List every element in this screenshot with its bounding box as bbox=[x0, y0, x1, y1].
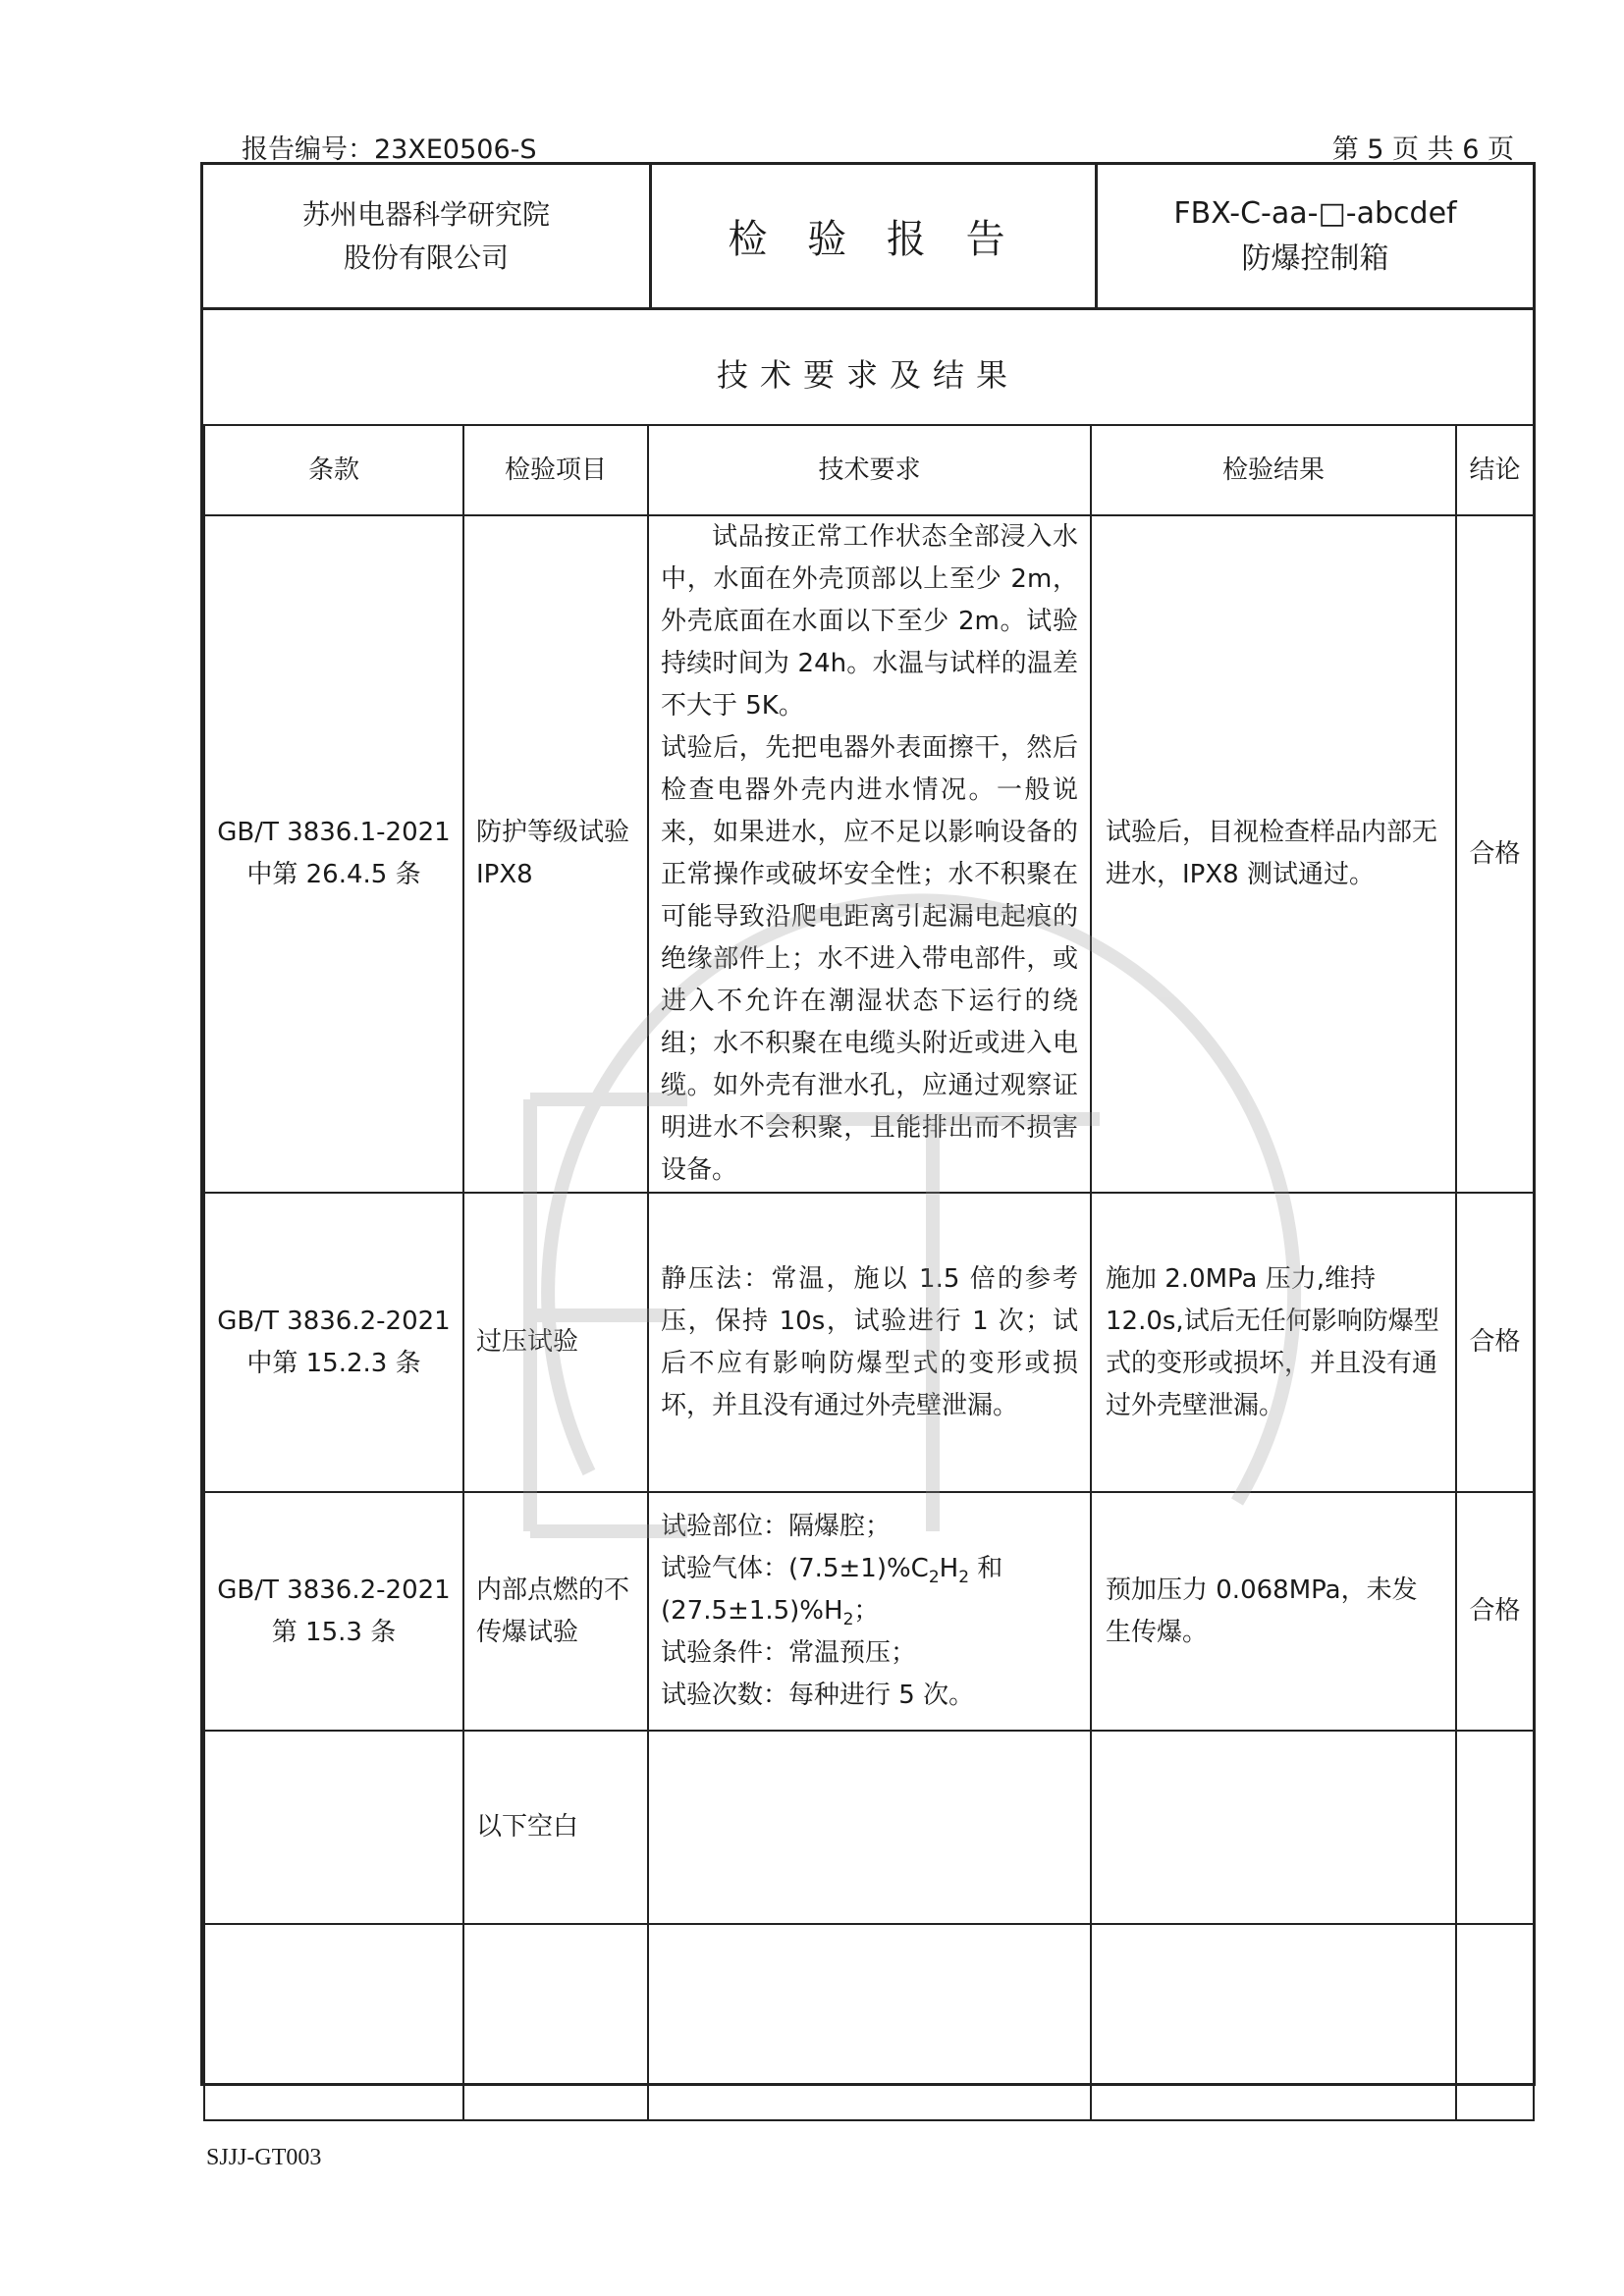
col-header-item: 检验项目 bbox=[463, 425, 648, 515]
requirement-cell bbox=[648, 515, 1091, 1193]
result-cell bbox=[1091, 1731, 1456, 1924]
report-number: 报告编号：23XE0506-S bbox=[242, 134, 537, 165]
company-name-line2: 股份有限公司 bbox=[343, 240, 509, 274]
result-cell bbox=[1091, 1924, 1456, 2120]
requirement-line: 试验部位：隔爆腔； bbox=[661, 1512, 892, 1541]
company-cell bbox=[203, 165, 652, 307]
product-name: 防爆控制箱 bbox=[1241, 240, 1389, 276]
clause-standard: GB/T 3836.2-2021 bbox=[217, 1575, 451, 1605]
col-header-result: 检验结果 bbox=[1091, 425, 1456, 515]
conclusion-cell: 合格 bbox=[1456, 1193, 1534, 1492]
clause-standard: GB/T 3836.1-2021 bbox=[217, 818, 451, 847]
requirement-cell: 静压法：常温，施以 1.5 倍的参考压，保持 10s，试验进行 1 次；试后不应有影响防爆型式的变形或损坏，并且没有通过外壳壁泄漏。 bbox=[648, 1193, 1091, 1492]
clause-cell bbox=[204, 515, 463, 1193]
table-row bbox=[204, 1731, 1534, 1924]
result-cell: 施加 2.0MPa 压力,维持 12.0s,试后无任何影响防爆型式的变形或损坏，并且没有通过外壳壁泄漏。 bbox=[1091, 1193, 1456, 1492]
table-row bbox=[204, 515, 1534, 1193]
conclusion-cell: 合格 bbox=[1456, 515, 1534, 1193]
requirement-cell bbox=[648, 1731, 1091, 1924]
item-cell: 过压试验 bbox=[463, 1193, 648, 1492]
clause-number: 中第 15.2.3 条 bbox=[246, 1348, 421, 1378]
clause-cell bbox=[204, 1193, 463, 1492]
result-cell: 预加压力 0.068MPa，未发生传爆。 bbox=[1091, 1492, 1456, 1731]
item-cell: 内部点燃的不传爆试验 bbox=[463, 1492, 648, 1731]
col-header-clause: 条款 bbox=[204, 425, 463, 515]
page-number: 第 5 页 共 6 页 bbox=[1331, 134, 1514, 165]
requirement-line: $(27.5\pm 1.5)\%H_2$； bbox=[661, 1596, 880, 1630]
requirement-paragraph: 试品按正常工作状态全部浸入水中，水面在外壳顶部以上至少 2m，外壳底面在水面以下至少 2m。试验持续时间为 24h。水温与试样的温差不大于 5K。 bbox=[661, 522, 1078, 721]
col-header-requirement: 技术要求 bbox=[648, 425, 1091, 515]
form-code: SJJJ-GT003 bbox=[206, 2145, 322, 2170]
table-row bbox=[204, 1492, 1534, 1731]
document-title: 检 验 报 告 bbox=[652, 165, 1098, 307]
requirements-table bbox=[203, 424, 1535, 2121]
product-cell bbox=[1098, 165, 1533, 307]
table-header-row bbox=[204, 425, 1534, 515]
clause-cell bbox=[204, 1492, 463, 1731]
requirement-line: 试验次数：每种进行 5 次。 bbox=[661, 1681, 975, 1710]
item-cell bbox=[463, 1924, 648, 2120]
report-frame bbox=[200, 162, 1536, 2086]
table-row bbox=[204, 1924, 1534, 2120]
clause-number: 第 15.3 条 bbox=[271, 1617, 397, 1647]
product-model: FBX-C-aa-□-abcdef bbox=[1173, 195, 1457, 231]
requirement-cell bbox=[648, 1924, 1091, 2120]
conclusion-cell bbox=[1456, 1924, 1534, 2120]
result-cell: 试验后，目视检查样品内部无进水，IPX8 测试通过。 bbox=[1091, 515, 1456, 1193]
conclusion-cell bbox=[1456, 1731, 1534, 1924]
blank-below-note: 以下空白 bbox=[463, 1731, 648, 1924]
requirement-cell bbox=[648, 1492, 1091, 1731]
clause-number: 中第 26.4.5 条 bbox=[246, 860, 421, 889]
conclusion-cell: 合格 bbox=[1456, 1492, 1534, 1731]
section-title: 技术要求及结果 bbox=[716, 356, 1019, 394]
clause-standard: GB/T 3836.2-2021 bbox=[217, 1306, 451, 1336]
table-row bbox=[204, 1193, 1534, 1492]
requirement-line: 试验气体：$(7.5\pm 1)\%C_2H_2$ 和 bbox=[661, 1554, 1003, 1588]
requirement-paragraph: 试验后，先把电器外表面擦干，然后检查电器外壳内进水情况。一般说来，如果进水，应不足以影响设备的正常操作或破坏安全性；水不积聚在可能导致沿爬电距离引起漏电起痕的绝缘部件上；水不进入带电部件，或进入不允许在潮湿状态下运行的绕组；水不积聚在电缆头附近或进入电缆。如外壳有泄水孔，应通过观察证明进水不会积聚，且能排出而不损害设备。 bbox=[661, 733, 1078, 1185]
clause-cell bbox=[204, 1731, 463, 1924]
col-header-conclusion: 结论 bbox=[1456, 425, 1534, 515]
requirement-line: 试验条件：常温预压； bbox=[661, 1638, 917, 1668]
company-name-line1: 苏州电器科学研究院 bbox=[301, 197, 550, 231]
item-cell: 防护等级试验 IPX8 bbox=[463, 515, 648, 1193]
clause-cell bbox=[204, 1924, 463, 2120]
